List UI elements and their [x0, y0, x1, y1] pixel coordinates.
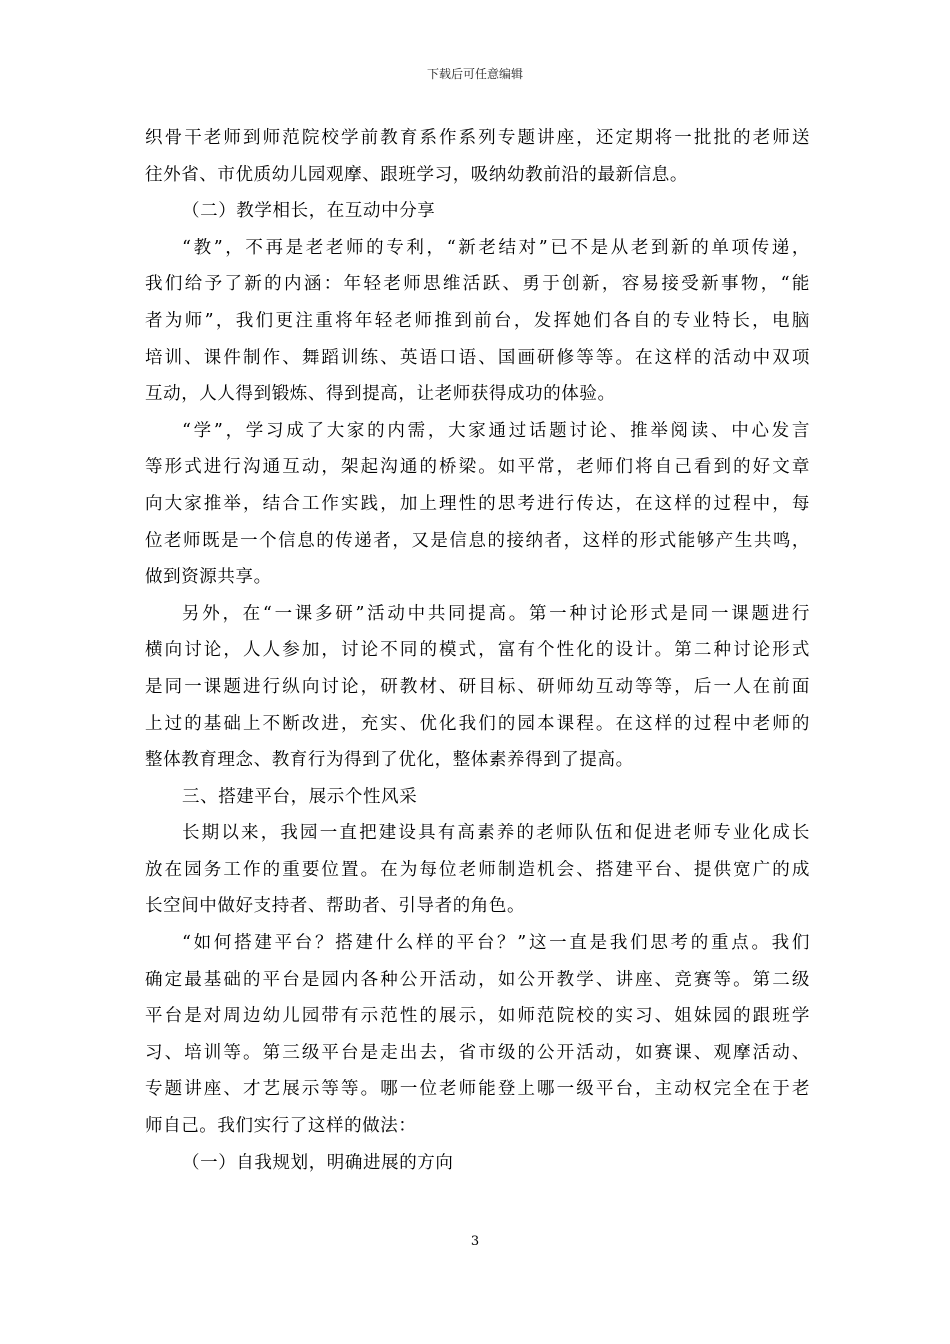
text-line: “教”，不再是老老师的专利，“新老结对”已不是从老到新的单项传递，: [182, 237, 810, 258]
text-line: 等形式进行沟通互动，架起沟通的桥梁。如平常，老师们将自己看到的好文章: [145, 457, 810, 478]
text-line: 另外，在“一课多研”活动中共同提高。第一种讨论形式是同一课题进行: [182, 603, 810, 624]
text-line: 织骨干老师到师范院校学前教育系作系列专题讲座，还定期将一批批的老师送: [145, 128, 810, 148]
text-line: （一）自我规划，明确进展的方向: [182, 1152, 454, 1173]
text-line: 长期以来，我园一直把建设具有高素养的老师队伍和促进老师专业化成长: [182, 823, 810, 844]
text-line: 确定最基础的平台是园内各种公开活动，如公开教学、讲座、竞赛等。第二级: [145, 969, 810, 990]
text-line: 师自己。我们实行了这样的做法：: [145, 1116, 417, 1137]
text-line: “如何搭建平台？搭建什么样的平台？”这一直是我们思考的重点。我们: [182, 933, 810, 954]
text-line: 长空间中做好支持者、帮助者、引导者的角色。: [145, 896, 526, 917]
text-line: 向大家推举，结合工作实践，加上理性的思考进行传达，在这样的过程中，每: [145, 493, 810, 514]
text-line: 培训、课件制作、舞蹈训练、英语口语、国画研修等等。在这样的活动中双项: [145, 347, 810, 368]
page-header: 下载后可任意编辑: [426, 67, 523, 81]
text-line: 上过的基础上不断改进，充实、优化我们的园本课程。在这样的过程中老师的: [145, 713, 810, 734]
text-line: 习、培训等。第三级平台是走出去，省市级的公开活动，如赛课、观摩活动、: [145, 1042, 810, 1063]
text-line: 位老师既是一个信息的传递者，又是信息的接纳者，这样的形式能够产生共鸣，: [145, 530, 810, 551]
text-line: 平台是对周边幼儿园带有示范性的展示，如师范院校的实习、姐妹园的跟班学: [145, 1006, 810, 1027]
text-line: “学”，学习成了大家的内需，大家通过话题讨论、推举阅读、中心发言: [182, 420, 810, 441]
document-body: [145, 120, 810, 1181]
text-line: （二）教学相长，在互动中分享: [182, 201, 436, 222]
text-line: 我们给予了新的内涵：年轻老师思维活跃、勇于创新，容易接受新事物，“能: [145, 274, 810, 295]
text-line: 往外省、市优质幼儿园观摩、跟班学习，吸纳幼教前沿的最新信息。: [145, 164, 688, 185]
text-line: 者为师”，我们更注重将年轻老师推到前台，发挥她们各自的专业特长，电脑: [145, 310, 810, 331]
text-line: 做到资源共享。: [145, 567, 272, 588]
text-line: 互动，人人得到锻炼、得到提高，让老师获得成功的体验。: [145, 384, 616, 405]
page-number: 3: [470, 1234, 480, 1249]
text-line: 是同一课题进行纵向讨论，研教材、研目标、研师幼互动等等，后一人在前面: [145, 676, 810, 697]
text-line: 整体教育理念、教育行为得到了优化，整体素养得到了提高。: [145, 750, 634, 771]
text-line: 横向讨论，人人参加，讨论不同的模式，富有个性化的设计。第二种讨论形式: [145, 640, 810, 661]
text-line: 专题讲座、才艺展示等等。哪一位老师能登上哪一级平台，主动权完全在于老: [145, 1079, 810, 1100]
text-line: 三、搭建平台，展示个性风采: [182, 786, 418, 807]
text-line: 放在园务工作的重要位置。在为每位老师制造机会、搭建平台、提供宽广的成: [145, 859, 810, 880]
